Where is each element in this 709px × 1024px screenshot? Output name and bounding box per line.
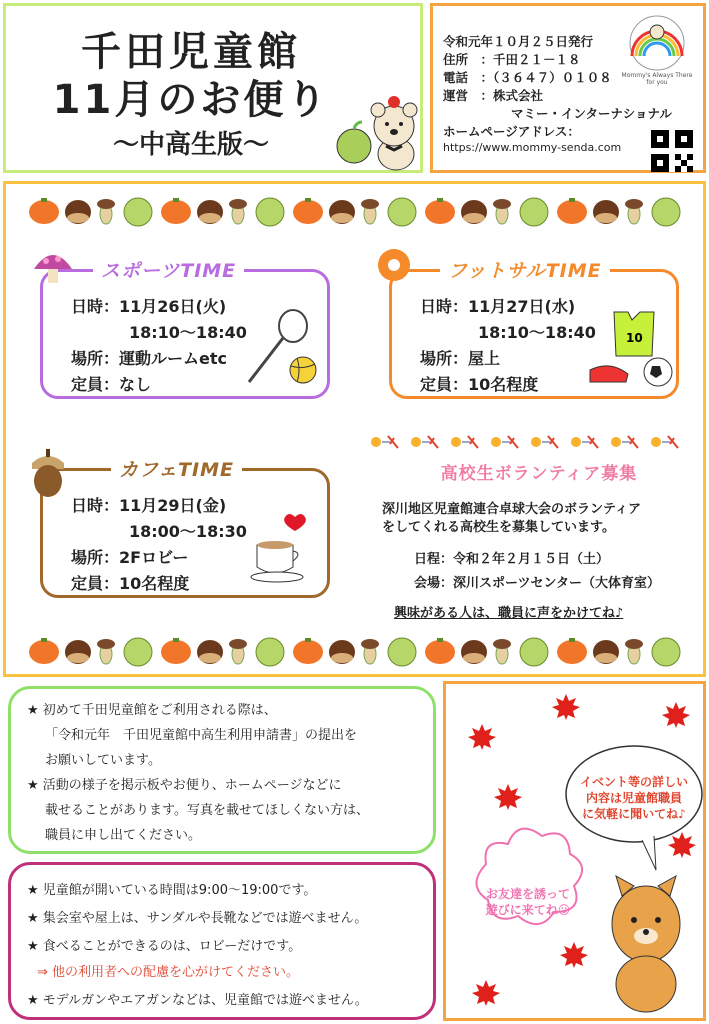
sports-time: 18:10〜18:40 — [129, 323, 247, 342]
bear-with-apple-illustration — [336, 94, 426, 174]
cafe-time-card — [40, 459, 330, 598]
newsletter-title: 11月のお便り — [52, 77, 330, 123]
cafe-place: 場所：2Fロビー — [71, 548, 189, 567]
notice-line: ★ 初めて千田児童館をご利用される際は、 — [27, 703, 277, 718]
maple-leaves-decoration — [446, 684, 703, 1018]
futsal-time-title: フットサルTIME — [440, 256, 610, 283]
events-panel — [3, 181, 706, 677]
cafe-date: 日時：11月29日(金) — [71, 496, 227, 515]
cafe-capacity: 定員：10名程度 — [71, 574, 190, 593]
flower-bubble-text — [468, 886, 588, 918]
sports-time-card — [40, 260, 330, 399]
flower-line-2: 遊びに来てね☺ — [485, 903, 571, 917]
notice-line: 職員に申し出てください。 — [45, 828, 202, 843]
bubble-line-1: イベント等の詳しい — [579, 775, 688, 789]
acorn-icon — [28, 447, 68, 499]
rule-line: ★ 児童館が開いている時間は9:00〜19:00です。 — [27, 883, 317, 898]
volunteer-venue: 会場：深川スポーツセンター（大体育室） — [414, 576, 660, 591]
flower-line-1: お友達を誘って — [485, 887, 570, 901]
volunteer-date: 日程：令和２年２月１５日（土） — [414, 552, 610, 567]
rule-line: ★ モデルガンやエアガンなどは、児童館では遊べません。 — [27, 993, 368, 1008]
cafe-time-title: カフェTIME — [111, 455, 242, 482]
logo-caption: Mommy's Always There for you — [621, 72, 693, 86]
jersey-number: 10 — [626, 331, 643, 345]
futsal-place: 場所：屋上 — [420, 349, 501, 368]
volunteer-desc-2: をしてくれる高校生を募集しています。 — [382, 520, 615, 535]
mushroom-icon — [32, 247, 74, 285]
flower-checker-icon — [376, 247, 412, 283]
futsal-capacity: 定員：10名程度 — [420, 375, 539, 394]
phone: 電話 ：（３６４７）０１０８ — [443, 70, 612, 85]
futsal-time-card — [389, 260, 679, 399]
dragonfly-border — [368, 432, 688, 452]
futsal-date: 日時：11月27日(水) — [420, 297, 576, 316]
facility-name: 千田児童館 — [81, 29, 301, 75]
soccer-gear-icon — [586, 308, 676, 392]
cafe-time: 18:00〜18:30 — [129, 522, 247, 541]
autumn-fruit-border-bottom — [26, 632, 696, 668]
autumn-fruit-border-top — [26, 192, 696, 228]
operator-label: 運営 ：株式会社 — [443, 88, 544, 103]
sports-date: 日時：11月26日(火) — [71, 297, 227, 316]
rainbow-logo-icon — [618, 14, 696, 72]
rule-line: ★ 集会室や屋上は、サンダルや長靴などでは遊べません。 — [27, 911, 368, 926]
volunteer-title: 高校生ボランティア募集 — [440, 464, 638, 484]
usage-notice-panel — [8, 686, 436, 854]
title-panel — [3, 3, 423, 173]
operator-name: マミー・インターナショナル — [511, 106, 672, 121]
rule-line: ⇒ 他の利用者への配慮を心がけてください。 — [37, 965, 300, 980]
rule-line: ★ 食べることができるのは、ロビーだけです。 — [27, 939, 302, 954]
side-message-panel — [443, 681, 706, 1021]
sports-capacity: 定員：なし — [71, 375, 152, 394]
sports-time-title: スポーツTIME — [93, 256, 244, 283]
notice-line: 載せることがあります。写真を載せてほしくない方は、 — [45, 803, 369, 818]
facility-info-panel — [430, 3, 706, 173]
bubble-line-3: に気軽に聞いてね♪ — [582, 807, 686, 821]
edition-subtitle: 〜中高生版〜 — [112, 130, 269, 160]
volunteer-call: 興味がある人は、職員に声をかけてね♪ — [394, 606, 624, 621]
issue-date: 令和元年１０月２５日発行 — [443, 34, 594, 49]
homepage-label: ホームページアドレス： — [443, 124, 580, 139]
bubble-line-2: 内容は児童館職員 — [585, 791, 682, 805]
badminton-racket-icon — [241, 308, 323, 388]
sports-place: 場所：運動ルームetc — [71, 349, 227, 368]
coffee-cup-icon — [249, 511, 315, 587]
qr-code-icon[interactable] — [651, 130, 693, 172]
speech-bubble-text — [564, 774, 704, 822]
futsal-time: 18:10〜18:40 — [478, 323, 596, 342]
rules-notice-panel — [8, 862, 436, 1020]
notice-line: お願いしています。 — [45, 753, 161, 768]
volunteer-desc-1: 深川地区児童館連合卓球大会のボランティア — [382, 502, 641, 517]
homepage-url[interactable]: https://www.mommy-senda.com — [443, 141, 622, 154]
notice-line: 「令和元年 千田児童館中高生利用申請書」の提出を — [45, 728, 358, 743]
notice-line: ★ 活動の様子を掲示板やお便り、ホームページなどに — [27, 778, 342, 793]
address: 住所 ：千田２１－１８ — [443, 52, 581, 67]
